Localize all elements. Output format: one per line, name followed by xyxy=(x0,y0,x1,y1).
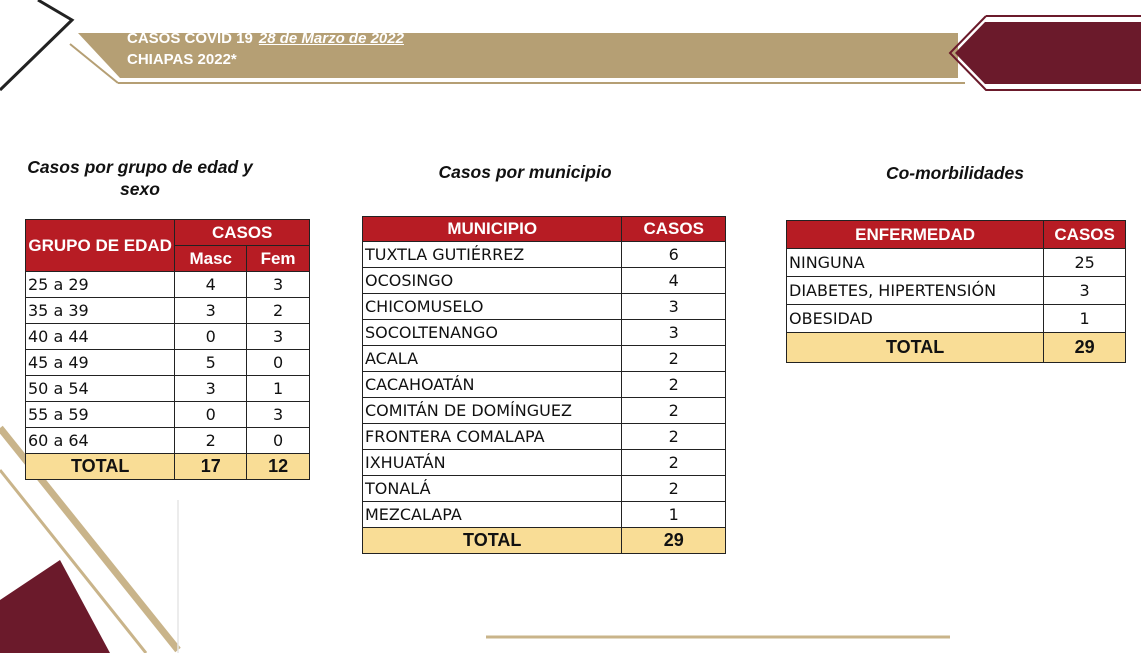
municipio-table xyxy=(362,216,726,554)
total-label: TOTAL xyxy=(787,333,1044,363)
age-group-cell: 50 a 54 xyxy=(26,376,175,402)
table-row xyxy=(26,350,310,376)
table-row xyxy=(26,272,310,298)
age-group-cell: 45 a 49 xyxy=(26,350,175,376)
casos-cell: 3 xyxy=(1044,277,1126,305)
age-table-title: Casos por grupo de edad y sexo xyxy=(27,157,253,199)
table-row xyxy=(363,294,726,320)
comorbilidad-header-name: ENFERMEDAD xyxy=(787,221,1044,249)
total-row xyxy=(363,528,726,554)
casos-cell: 2 xyxy=(622,424,726,450)
casos-cell: 2 xyxy=(622,346,726,372)
table-row xyxy=(363,268,726,294)
total-casos: 29 xyxy=(1044,333,1126,363)
casos-cell: 1 xyxy=(1044,305,1126,333)
table-row xyxy=(787,249,1126,277)
casos-cell: 3 xyxy=(622,294,726,320)
casos-cell: 2 xyxy=(622,476,726,502)
municipio-cell: CHICOMUSELO xyxy=(363,294,622,320)
fem-cell: 1 xyxy=(247,376,310,402)
total-label: TOTAL xyxy=(363,528,622,554)
maroon-triangle xyxy=(0,560,110,653)
age-header-group: GRUPO DE EDAD xyxy=(26,220,175,272)
table-row xyxy=(363,502,726,528)
header-line1: CASOS COVID 19 xyxy=(127,30,253,47)
enfermedad-cell: OBESIDAD xyxy=(787,305,1044,333)
casos-cell: 1 xyxy=(622,502,726,528)
municipio-header-casos: CASOS xyxy=(622,217,726,242)
table-row xyxy=(363,424,726,450)
enfermedad-cell: NINGUNA xyxy=(787,249,1044,277)
fem-cell: 3 xyxy=(247,402,310,428)
casos-cell: 25 xyxy=(1044,249,1126,277)
municipio-cell: COMITÁN DE DOMÍNGUEZ xyxy=(363,398,622,424)
municipio-cell: OCOSINGO xyxy=(363,268,622,294)
age-header-fem: Fem xyxy=(247,246,310,272)
total-label: TOTAL xyxy=(26,454,175,480)
casos-cell: 3 xyxy=(622,320,726,346)
municipio-header-name: MUNICIPIO xyxy=(363,217,622,242)
table-row xyxy=(363,372,726,398)
age-group-cell: 55 a 59 xyxy=(26,402,175,428)
fem-cell: 0 xyxy=(247,428,310,454)
masc-cell: 0 xyxy=(175,402,247,428)
enfermedad-cell: DIABETES, HIPERTENSIÓN xyxy=(787,277,1044,305)
municipio-cell: SOCOLTENANGO xyxy=(363,320,622,346)
table-row xyxy=(26,428,310,454)
table-row xyxy=(363,398,726,424)
age-group-cell: 60 a 64 xyxy=(26,428,175,454)
table-row xyxy=(26,376,310,402)
total-casos: 29 xyxy=(622,528,726,554)
masc-cell: 3 xyxy=(175,298,247,324)
age-header-casos: CASOS xyxy=(175,220,310,246)
masc-cell: 0 xyxy=(175,324,247,350)
table-row xyxy=(26,298,310,324)
total-masc: 17 xyxy=(175,454,247,480)
table-row xyxy=(363,346,726,372)
age-group-cell: 25 a 29 xyxy=(26,272,175,298)
casos-cell: 2 xyxy=(622,372,726,398)
age-table xyxy=(25,219,310,480)
header-date: 28 de Marzo de 2022 xyxy=(258,30,404,47)
table-row xyxy=(787,305,1126,333)
table-row xyxy=(363,320,726,346)
age-group-cell: 35 a 39 xyxy=(26,298,175,324)
table-row xyxy=(26,324,310,350)
casos-cell: 4 xyxy=(622,268,726,294)
masc-cell: 5 xyxy=(175,350,247,376)
municipio-cell: CACAHOATÁN xyxy=(363,372,622,398)
age-header-row xyxy=(26,220,310,246)
table-row xyxy=(363,476,726,502)
table-row xyxy=(26,402,310,428)
corner-chevron xyxy=(0,0,72,90)
total-fem: 12 xyxy=(247,454,310,480)
header-title xyxy=(127,30,404,47)
maroon-badge xyxy=(955,22,1141,84)
table-row xyxy=(363,450,726,476)
masc-cell: 2 xyxy=(175,428,247,454)
fem-cell: 0 xyxy=(247,350,310,376)
municipio-header-row xyxy=(363,217,726,242)
fem-cell: 3 xyxy=(247,272,310,298)
municipio-cell: ACALA xyxy=(363,346,622,372)
municipio-table-title: Casos por municipio xyxy=(438,162,612,182)
casos-cell: 2 xyxy=(622,450,726,476)
municipio-cell: TONALÁ xyxy=(363,476,622,502)
header-line2: CHIAPAS 2022* xyxy=(127,51,237,68)
comorbilidad-table xyxy=(786,220,1126,363)
casos-cell: 6 xyxy=(622,242,726,268)
comorbilidad-table-title: Co-morbilidades xyxy=(885,163,1025,183)
masc-cell: 4 xyxy=(175,272,247,298)
table-row xyxy=(363,242,726,268)
total-row xyxy=(26,454,310,480)
municipio-cell: TUXTLA GUTIÉRREZ xyxy=(363,242,622,268)
fem-cell: 2 xyxy=(247,298,310,324)
total-row xyxy=(787,333,1126,363)
municipio-cell: MEZCALAPA xyxy=(363,502,622,528)
table-row xyxy=(787,277,1126,305)
comorbilidad-header-casos: CASOS xyxy=(1044,221,1126,249)
municipio-cell: IXHUATÁN xyxy=(363,450,622,476)
age-group-cell: 40 a 44 xyxy=(26,324,175,350)
age-header-masc: Masc xyxy=(175,246,247,272)
comorbilidad-header-row xyxy=(787,221,1126,249)
fem-cell: 3 xyxy=(247,324,310,350)
masc-cell: 3 xyxy=(175,376,247,402)
municipio-cell: FRONTERA COMALAPA xyxy=(363,424,622,450)
casos-cell: 2 xyxy=(622,398,726,424)
